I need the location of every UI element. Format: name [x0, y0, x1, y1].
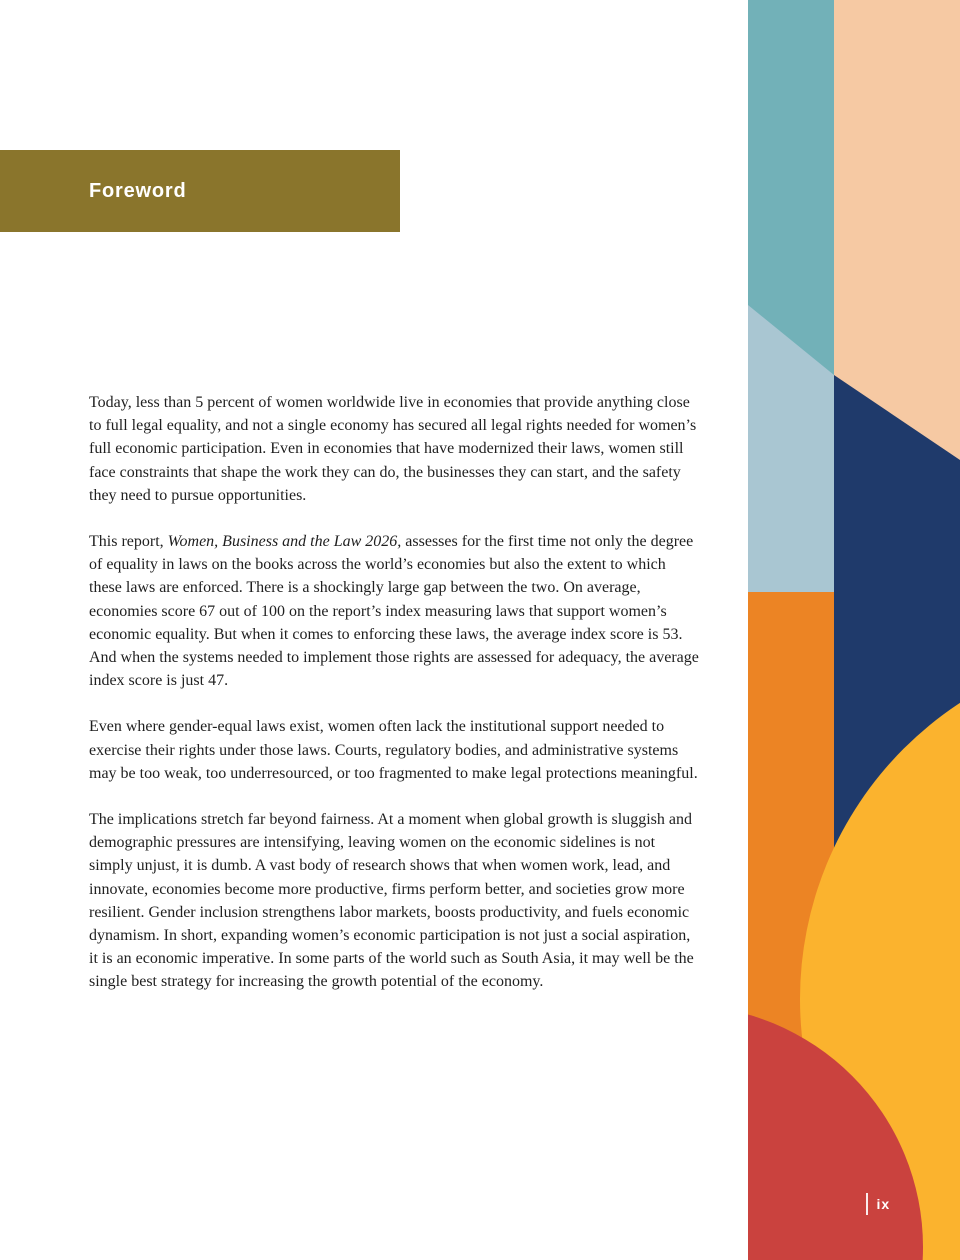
decor-panel: [748, 0, 960, 1260]
paragraph: [89, 808, 701, 994]
page-number-text: ix: [876, 1196, 891, 1212]
paragraph-text: Even where gender-equal laws exist, women often lack the institutional support needed to exercise their rights under those laws. Courts, regulatory bodies, and administrative systems may be too weak, too underresourced, or too fragmented to make legal protections meaningful.: [89, 718, 698, 782]
report-title-italic: Women, Business and the Law 2026,: [167, 533, 402, 551]
section-title: Foreword: [89, 179, 187, 202]
page-number-divider: [866, 1193, 868, 1215]
paragraph: [89, 530, 701, 692]
paragraph: [89, 715, 701, 785]
body-text: [89, 391, 701, 1017]
paragraph-text: The implications stretch far beyond fairness. At a moment when global growth is sluggish and demographic pressures are intensifying, leaving women on the economic sidelines is not simply unjust, it is dumb. A vast body of research shows that when women work, lead, and innovate, economies become more productive, firms perform better, and societies grow more resilient. Gender inclusion strengthens labor markets, boosts productivity, and fuels economic dynamism. In short, expanding women’s economic participation is not just a social aspiration, it is an economic imperative. In some parts of the world such as South Asia, it may well be the single best strategy for increasing the growth potential of the economy.: [89, 811, 694, 991]
paragraph: [89, 391, 701, 507]
paragraph-text: assesses for the first time not only the degree of equality in laws on the books across the world’s economies but also the extent to which these laws are enforced. There is a shockingly large gap between the two. On average, economies score 67 out of 100 on the report’s index measuring laws that support women’s economic equality. But when it comes to enforcing these laws, the average index score is 53. And when the systems needed to implement those rights are assessed for adequacy, the average index score is just 47.: [89, 533, 699, 690]
page-number: [866, 1193, 890, 1215]
paragraph-text: Today, less than 5 percent of women worldwide live in economies that provide anything close to full legal equality, and not a single economy has secured all legal rights needed for women’s full economic participation. Even in economies that have modernized their laws, women still face constraints that shape the work they can do, the businesses they can start, and the safety they need to pursue opportunities.: [89, 394, 697, 504]
paragraph-text: This report,: [89, 533, 168, 551]
section-title-band: [0, 150, 400, 232]
